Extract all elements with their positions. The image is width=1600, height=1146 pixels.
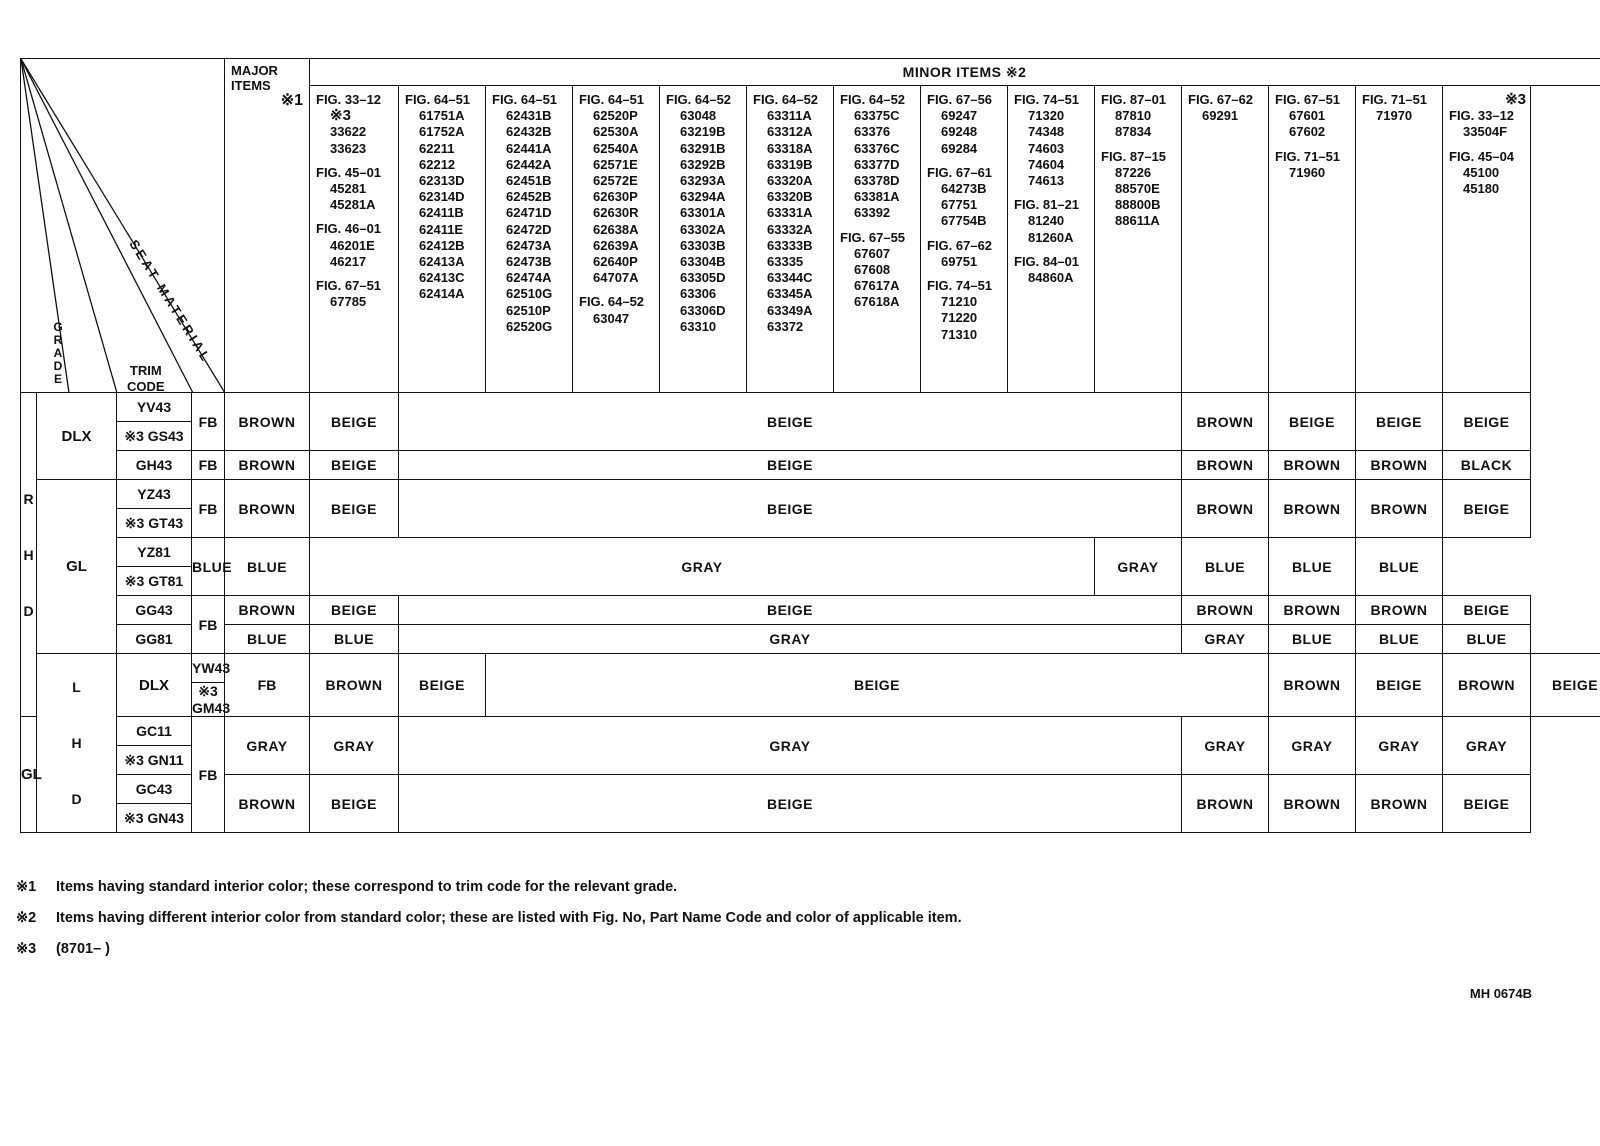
minor-color-col13: BROWN [1356,596,1443,625]
part-code: 62413C [419,270,465,286]
part-code: 62638A [593,221,639,237]
part-code: 62530A [593,124,639,140]
fig-number: FIG. 71–51 [1275,148,1341,164]
part-code: 45100 [1463,164,1500,180]
minor-color-col12: GRAY [1269,717,1356,775]
part-code: 63047 [593,310,630,326]
part-code: 63377D [854,156,900,172]
part-code: 63305D [680,270,726,286]
part-code: 62472D [506,221,552,237]
part-code: 69291 [1202,108,1239,124]
fig-number: FIG. 81–21 [1014,197,1080,213]
fig-number: FIG. 67–55 [840,229,906,245]
part-code: 33622 [330,124,367,140]
part-code: 63310 [680,318,717,334]
fig-number: FIG. 46–01 [316,221,382,237]
minor-item-column-10 [1095,86,1182,393]
fig-number: FIG. 67–62 [1188,92,1254,107]
part-code: 63306 [680,286,717,302]
minor-color-col14: BEIGE [1443,480,1531,538]
grade-gl: GL [21,717,37,833]
part-code: 61751A [419,108,465,124]
minor-color-span: BEIGE [486,654,1269,717]
part-code: 62510P [506,302,551,318]
part-code: ※3 [330,107,351,125]
part-code: 63302A [680,221,726,237]
table-row [21,775,1600,804]
minor-color-col11: BROWN [1182,775,1269,833]
part-code: 63291B [680,140,726,156]
fig-number: FIG. 45–01 [316,164,382,180]
footnote-text: Items having different interior color from standard color; these are listed with Fig. No, Part Name Code and color of applicable item. [56,910,962,926]
part-code: 62413A [419,254,465,270]
minor-color-col1: BEIGE [310,393,399,451]
part-code: 62630R [593,205,639,221]
fig-number: FIG. 71–51 [1362,92,1428,107]
trim-code: GG81 [117,625,192,654]
part-code: 62639A [593,237,639,253]
part-code: 71310 [941,326,978,342]
footnote [16,903,962,934]
minor-color-span: BEIGE [399,596,1182,625]
table-row [21,451,1600,480]
part-code: 63375C [854,108,900,124]
part-code: 45281 [330,181,367,197]
part-code: 81240 [1028,213,1065,229]
trim-code: ※3 GS43 [117,422,192,451]
seat-material-fb: FB [192,393,225,451]
document-code: MH 0674B [1469,986,1532,1001]
part-code: 67608 [854,262,891,278]
part-code: 63311A [767,108,812,124]
fig-number: FIG. 64–51 [492,92,558,107]
trim-code: GC11 [117,717,192,746]
fig-number: FIG. 33–12 [1449,108,1515,124]
table-row [21,717,1600,746]
minor-item-column-4 [573,86,660,393]
part-code: 74348 [1028,124,1065,140]
seat-material-fb: FB [192,717,225,833]
minor-color-col11: GRAY [1095,538,1182,596]
part-code: 62473B [506,254,552,270]
table-row [21,480,1600,509]
part-code: 63048 [680,108,717,124]
spacer [840,222,916,230]
trim-code: ※3 GT81 [117,567,192,596]
part-code: 88570E [1115,181,1160,197]
part-code: 74604 [1028,156,1065,172]
grade-dlx: DLX [37,393,117,480]
minor-color-col13: BEIGE [1356,393,1443,451]
minor-item-column-3 [486,86,573,393]
minor-color-col11: BROWN [1182,393,1269,451]
part-code: 63333B [767,237,813,253]
part-code: 33504F [1463,124,1508,140]
trim-code-label: TRIM CODE [127,363,165,394]
minor-color-col11: BROWN [1182,451,1269,480]
part-code: 62313D [419,173,465,189]
lhd-label: L H D [37,654,117,833]
minor-color-span: GRAY [399,717,1182,775]
spacer [927,270,1003,278]
part-code: 74613 [1028,173,1065,189]
part-code: 67754B [941,213,987,229]
minor-color-span: BEIGE [399,480,1182,538]
major-item-color: BROWN [225,451,310,480]
fig-number: FIG. 64–51 [405,92,471,107]
minor-color-col11: BROWN [1182,480,1269,538]
fig-number: FIG. 74–51 [1014,92,1080,107]
part-code: 62431B [506,108,552,124]
part-code: 81260A [1028,229,1074,245]
part-code: 45180 [1463,181,1500,197]
color-chart-sheet [20,58,1599,876]
part-code: 63301A [680,205,726,221]
fig-number: FIG. 67–62 [927,237,993,253]
trim-code: YW43 [192,654,225,683]
part-code: 64273B [941,181,987,197]
part-code: 67785 [330,294,367,310]
minor-color-col1: BEIGE [399,654,486,717]
minor-color-col12: BROWN [1269,480,1356,538]
grade-gl: GL [37,480,117,654]
major-item-color: BROWN [225,775,310,833]
part-code: 71320 [1028,108,1065,124]
table-row [21,393,1600,422]
part-code: 62314D [419,189,465,205]
spacer [316,213,394,221]
minor-color-col12: BLUE [1182,538,1269,596]
part-code: 46217 [330,253,367,269]
part-code: 62640P [593,254,638,270]
part-code: 67607 [854,245,891,261]
minor-color-span: GRAY [399,625,1182,654]
part-code: 62510G [506,286,553,302]
minor-item-column-8 [921,86,1008,393]
minor-item-column-11 [1182,86,1269,393]
minor-color-col14: BLACK [1443,451,1531,480]
fig-number: FIG. 64–52 [579,294,645,310]
minor-color-col13: BROWN [1356,775,1443,833]
part-code: 71960 [1289,164,1326,180]
minor-color-col1: GRAY [310,717,399,775]
part-code: 87226 [1115,164,1152,180]
minor-items-header: MINOR ITEMS ※2 [310,59,1600,86]
part-code: 74603 [1028,140,1065,156]
part-code: 33623 [330,140,367,156]
part-code: 63332A [767,221,813,237]
spacer [316,157,394,165]
part-code: 62630P [593,189,638,205]
fig-number: FIG. 45–04 [1449,148,1515,164]
minor-color-col12: BEIGE [1269,393,1356,451]
part-code: 63306D [680,302,726,318]
minor-item-column-7 [834,86,921,393]
part-code: 71220 [941,310,978,326]
part-code: 67602 [1289,124,1326,140]
fig-number: FIG. 67–51 [316,278,382,294]
minor-color-col1: BEIGE [310,775,399,833]
footnote-mark: ※2 [16,910,37,926]
seat-material-fb: FB [192,480,225,538]
part-code: 88800B [1115,197,1161,213]
spacer [1014,246,1090,254]
minor-color-col1: BLUE [225,538,310,596]
major-item-color: BROWN [225,596,310,625]
rhd-label: R H D [21,393,37,717]
trim-code: ※3 GN11 [117,746,192,775]
minor-color-col11: BROWN [1182,596,1269,625]
minor-color-col13: BROWN [1356,480,1443,538]
part-code: 63335 [767,254,804,270]
table-row [21,538,1600,567]
minor-color-col12: BROWN [1269,775,1356,833]
trim-code: YZ43 [117,480,192,509]
trim-code: GH43 [117,451,192,480]
part-code: 63376C [854,140,900,156]
minor-item-column-6 [747,86,834,393]
part-code: 63349A [767,302,813,318]
minor-color-col13: BROWN [1356,451,1443,480]
spacer [927,230,1003,238]
trim-code: GG43 [117,596,192,625]
trim-code: ※3 GN43 [117,804,192,833]
minor-color-col14: BLUE [1443,625,1531,654]
major-item-color: BLUE [192,538,225,596]
spacer [579,286,655,294]
interior-color-table [20,58,1600,833]
part-code: 69248 [941,124,978,140]
footnote-text: Items having standard interior color; these correspond to trim code for the relevant grade. [56,879,678,895]
part-code: 62520G [506,318,553,334]
minor-color-col12: BROWN [1269,596,1356,625]
part-code: 63303B [680,237,726,253]
minor-color-col13: BLUE [1269,538,1356,596]
major-item-color: BROWN [225,393,310,451]
part-code: 87834 [1115,124,1152,140]
minor-color-col13: GRAY [1356,717,1443,775]
part-code: 62441A [506,140,552,156]
part-code: 62473A [506,237,552,253]
spacer [1449,141,1526,149]
part-code: 63292B [680,156,726,172]
fig-number: FIG. 87–15 [1101,148,1167,164]
part-code: 62411E [419,221,464,237]
major-item-color: GRAY [225,717,310,775]
spacer [1101,141,1177,149]
part-code: 62411B [419,205,464,221]
minor-color-col14: BEIGE [1443,775,1531,833]
minor-color-col12: BLUE [1269,625,1356,654]
minor-color-col12: BROWN [1269,451,1356,480]
part-code: ※3 [1505,91,1526,108]
fig-number: FIG. 67–61 [927,164,993,180]
part-code: 63372 [767,318,804,334]
minor-color-col14: BEIGE [1443,596,1531,625]
part-code: 69247 [941,108,978,124]
seat-material-fb: FB [192,451,225,480]
fig-number: FIG. 64–52 [753,92,819,107]
footnote-mark: ※1 [16,879,37,895]
fig-number: FIG. 84–01 [1014,253,1080,269]
minor-color-col11: GRAY [1182,717,1269,775]
part-code: 67751 [941,197,978,213]
minor-item-column-13 [1356,86,1443,393]
minor-color-col1: BEIGE [310,480,399,538]
fig-number: FIG. 67–51 [1275,92,1341,107]
part-code: 71210 [941,294,978,310]
minor-color-col1: BEIGE [310,596,399,625]
trim-code: YZ81 [117,538,192,567]
part-code: 63331A [767,205,813,221]
minor-color-col1: BLUE [310,625,399,654]
minor-item-column-14 [1443,86,1531,393]
part-code: 62540A [593,140,639,156]
minor-color-col14: BLUE [1356,538,1443,596]
minor-color-span: BEIGE [399,451,1182,480]
table-row [21,596,1600,625]
part-code: 69751 [941,253,978,269]
major-item-color: BROWN [225,480,310,538]
part-code: 63345A [767,286,813,302]
grade-dlx: DLX [117,654,192,717]
major-item-color: BLUE [225,625,310,654]
part-code: 62451B [506,173,552,189]
part-code: 63304B [680,254,726,270]
part-code: 67618A [854,294,900,310]
minor-color-col13: BROWN [1443,654,1531,717]
fig-number: FIG. 87–01 [1101,92,1167,107]
minor-item-column-12 [1269,86,1356,393]
part-code: 71970 [1376,108,1413,124]
part-code: 63376 [854,124,891,140]
trim-code: ※3 GM43 [192,683,231,716]
part-code: 63344C [767,270,813,286]
part-code: 63319B [767,156,813,172]
part-code: 63381A [854,189,900,205]
minor-color-span: BEIGE [399,775,1182,833]
minor-item-column-9 [1008,86,1095,393]
minor-color-col11: BROWN [1269,654,1356,717]
part-code: 62452B [506,189,552,205]
part-code: 62414A [419,286,465,302]
minor-color-span: BEIGE [399,393,1182,451]
part-code: 62572E [593,173,638,189]
minor-item-column-5 [660,86,747,393]
corner-header [21,59,225,393]
minor-color-col14: BEIGE [1443,393,1531,451]
part-code: 63219B [680,124,726,140]
footnote [16,872,962,903]
minor-color-col14: BEIGE [1531,654,1600,717]
part-code: 87810 [1115,108,1152,124]
fig-number: FIG. 33–12 [316,92,382,107]
part-code: 63318A [767,140,813,156]
part-code: 63320A [767,173,813,189]
part-code: 62212 [419,156,456,172]
part-code: 62442A [506,156,552,172]
part-code: 62471D [506,205,552,221]
minor-color-col1: BEIGE [310,451,399,480]
part-code: 46201E [330,237,375,253]
fig-number: FIG. 64–52 [840,92,906,107]
part-code: 67601 [1289,108,1326,124]
trim-code: ※3 GT43 [117,509,192,538]
part-code: 62474A [506,270,552,286]
spacer [1014,189,1090,197]
part-code: 62412B [419,237,465,253]
part-code: 62211 [419,140,455,156]
fig-number: FIG. 64–52 [666,92,732,107]
seat-material-fb: FB [225,654,310,717]
grade-label: G R A D E [53,320,63,386]
fig-number: FIG. 64–51 [579,92,645,107]
minor-color-col11: GRAY [1182,625,1269,654]
major-items-header: MAJOR ITEMS ※1 [225,59,310,393]
part-code: 67617A [854,278,900,294]
part-code: 84860A [1028,270,1074,286]
part-code: 63293A [680,173,726,189]
seat-material-label: SEAT MATERIAL [126,237,215,366]
minor-color-col13: BLUE [1356,625,1443,654]
part-code: 61752A [419,124,465,140]
trim-code: YV43 [117,393,192,422]
fig-number: FIG. 74–51 [927,278,993,294]
spacer [316,270,394,278]
spacer [1275,141,1351,149]
fig-number: FIG. 67–56 [927,92,993,107]
footnote-text: (8701– ) [56,941,111,957]
minor-color-col12: BEIGE [1356,654,1443,717]
spacer [927,157,1003,165]
minor-color-span: GRAY [310,538,1095,596]
part-code: 63320B [767,189,813,205]
part-code: 64707A [593,270,639,286]
major-item-color: BROWN [310,654,399,717]
part-code: 63312A [767,124,813,140]
table-row [21,625,1600,654]
part-code: 62520P [593,108,638,124]
part-code: 88611A [1115,213,1160,229]
part-code: 63294A [680,189,726,205]
footnote-mark: ※3 [16,941,37,957]
footnote [16,934,962,965]
minor-item-column-1 [310,86,399,393]
part-code: 63378D [854,173,900,189]
table-row [21,654,1600,683]
minor-color-col14: GRAY [1443,717,1531,775]
footnotes [16,872,962,965]
seat-material-fb: FB [192,596,225,654]
part-code: 62432B [506,124,552,140]
part-code: 45281A [330,197,376,213]
part-code: 69284 [941,140,978,156]
part-code: 63392 [854,205,891,221]
part-code: 62571E [593,156,638,172]
trim-code: GC43 [117,775,192,804]
minor-item-column-2 [399,86,486,393]
